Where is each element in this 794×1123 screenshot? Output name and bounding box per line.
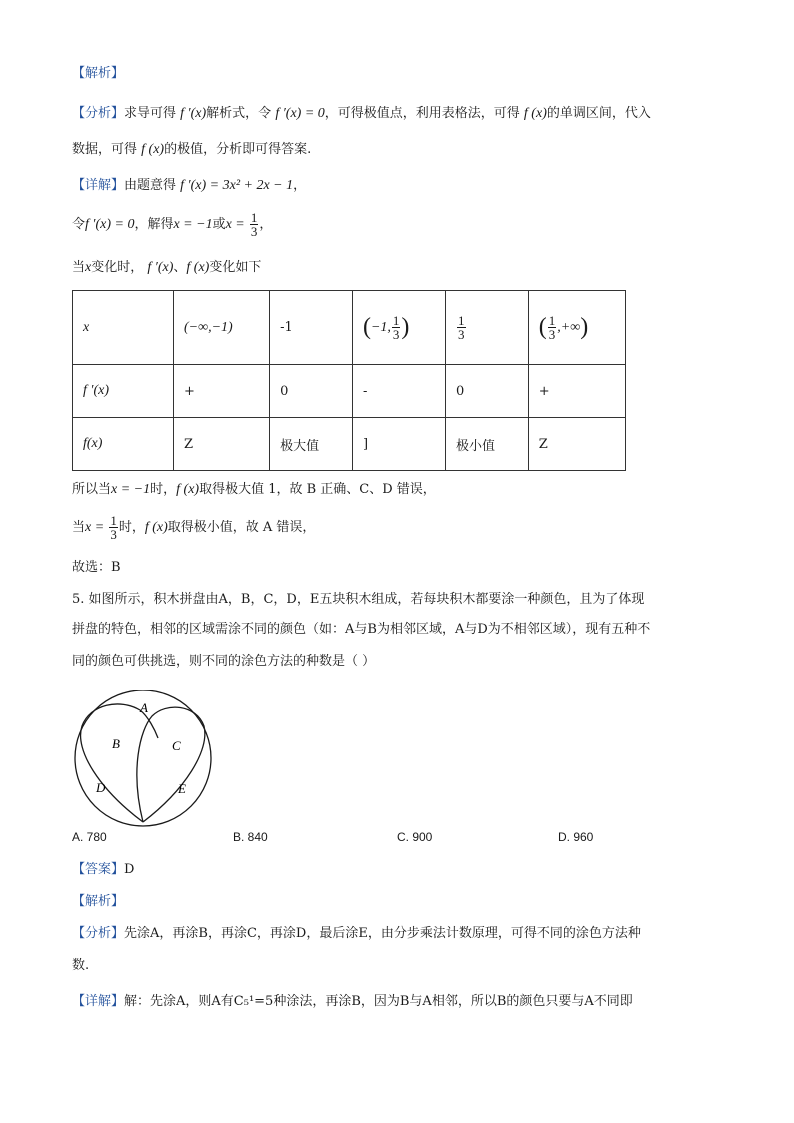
- numerator: 1: [392, 313, 400, 328]
- table-cell: [73, 291, 174, 365]
- text: 解析式，令: [206, 106, 272, 121]
- section-tag-jiexi-2: 【解析】: [72, 894, 125, 909]
- question-5-line1: 5. 如图所示，积木拼盘由A，B，C，D，E五块积木组成，若每块积木都要涂一种颜色，且为了体现: [72, 592, 645, 607]
- table-cell: [270, 418, 353, 471]
- conclusion-line-max: [72, 480, 436, 500]
- denominator: 3: [392, 327, 400, 342]
- sign-value: -: [362, 383, 368, 399]
- detail-roots-line: [72, 210, 272, 240]
- solution-analysis-line2: 数.: [72, 958, 90, 973]
- math-fprime: f ′(x): [147, 260, 174, 275]
- interval-right-value: ,+∞: [557, 320, 581, 335]
- table-cell: [174, 365, 270, 418]
- math-fx: f (x): [141, 142, 165, 157]
- trend-value: Z: [538, 436, 548, 452]
- math-root-2: x =: [225, 217, 245, 232]
- text: 解：先涂A，则A有C₅¹=5种涂法，再涂B，因为B与A相邻，所以B的颜色只要与A不同即: [124, 994, 633, 1009]
- solution-analysis-line1: [72, 924, 641, 944]
- denominator: 3: [110, 527, 117, 542]
- table-cell: [528, 291, 625, 365]
- text: 令: [72, 217, 86, 232]
- answer-line: [72, 860, 134, 880]
- paren-left: (: [538, 314, 547, 340]
- numerator: 1: [458, 313, 465, 328]
- sign-value: 0: [280, 383, 289, 399]
- fraction-one-third: [392, 314, 401, 341]
- text: ，: [259, 217, 273, 232]
- text: 取得极小值，故 A 错误，: [167, 520, 316, 535]
- math-fprime-eq-zero: f ′(x) = 0: [275, 106, 325, 121]
- table-cell: [174, 418, 270, 471]
- text: 求导可得: [124, 106, 177, 121]
- table-cell: [446, 291, 529, 365]
- text: ，: [293, 178, 307, 193]
- numerator: 1: [548, 313, 556, 328]
- sign-value: +: [538, 383, 550, 399]
- math-fprime: f ′(x): [83, 383, 109, 398]
- region-label-d: D: [96, 780, 106, 795]
- math-x: x: [85, 260, 92, 275]
- text: 或: [212, 217, 226, 232]
- region-label-e: E: [178, 781, 186, 796]
- section-tag-xiangjie: 【详解】: [72, 994, 125, 1009]
- math-root-1: x = −1: [173, 217, 213, 232]
- fraction-one-third: [548, 314, 557, 341]
- analysis-paragraph-line1: [72, 104, 651, 124]
- math-x-eq: x =: [85, 520, 105, 535]
- table-cell: [528, 365, 625, 418]
- math-derivative-expression: f ′(x) = 3x² + 2x − 1: [180, 178, 294, 193]
- sign-table: [72, 290, 626, 471]
- fraction-one-third: [250, 211, 259, 238]
- analysis-paragraph-line2: [72, 140, 311, 160]
- text: 数据，可得: [72, 142, 138, 157]
- question-5-line3: 同的颜色可供挑选，则不同的涂色方法的种数是（ ）: [72, 654, 376, 669]
- text: ，可得极值点，利用表格法，可得: [324, 106, 520, 121]
- region-label-c: C: [172, 738, 181, 753]
- math-x-neg1: x = −1: [111, 482, 151, 497]
- text: 由题意得: [124, 178, 177, 193]
- sign-value: 0: [456, 383, 465, 399]
- math-fx: f(x): [83, 436, 103, 451]
- paren-right: ): [401, 314, 410, 340]
- answer-value: D: [124, 862, 135, 877]
- sign-value: +: [184, 383, 195, 399]
- denominator: 3: [548, 327, 556, 342]
- table-cell: [73, 365, 174, 418]
- math-fx: f (x): [186, 260, 210, 275]
- trend-value: 极大值: [280, 438, 320, 454]
- text: 当: [72, 260, 86, 275]
- math-fprime-eq-zero: f ′(x) = 0: [85, 217, 135, 232]
- interval-neg-inf-to-neg1: (−∞,−1): [184, 319, 233, 335]
- table-cell: [446, 418, 529, 471]
- section-tag-jiexi: 【解析】: [72, 66, 125, 81]
- text: 变化时，: [91, 260, 144, 275]
- text: 时，: [118, 520, 145, 535]
- table-cell: [528, 418, 625, 471]
- fraction-one-third: [109, 514, 118, 541]
- table-cell: [352, 418, 445, 471]
- denominator: 3: [250, 224, 258, 239]
- numerator: 1: [250, 210, 258, 225]
- table-row-fprime: [73, 365, 626, 418]
- text: 时，: [150, 482, 177, 497]
- text: 的极值，分析即可得答案.: [164, 142, 312, 157]
- detail-derivative-line: [72, 176, 306, 196]
- math-x: x: [83, 319, 90, 335]
- text: 先涂A，再涂B，再涂C，再涂D，最后涂E，由分步乘法计数原理，可得不同的涂色方法种: [124, 926, 641, 941]
- table-row-x: [73, 291, 626, 365]
- region-label-b: B: [112, 736, 120, 751]
- fraction-one-third: [457, 314, 466, 341]
- option-d[interactable]: D. 960: [558, 830, 594, 844]
- table-cell: [446, 365, 529, 418]
- text: 变化如下: [209, 260, 262, 275]
- answer-options: [72, 830, 722, 850]
- table-cell: [270, 365, 353, 418]
- trend-value: 极小值: [456, 438, 496, 454]
- text: 、: [173, 260, 187, 275]
- trend-value: Z: [184, 436, 194, 452]
- section-tag-fenxi: 【分析】: [72, 926, 125, 941]
- table-row-fx: [73, 418, 626, 471]
- table-cell: [270, 291, 353, 365]
- table-cell: [73, 418, 174, 471]
- left-lobe-outline: [81, 704, 158, 822]
- option-c[interactable]: C. 900: [397, 830, 433, 844]
- denominator: 3: [458, 327, 465, 342]
- point-neg1: -1: [280, 320, 293, 335]
- text: 的单调区间，代入: [546, 106, 651, 121]
- section-tag-daan: 【答案】: [72, 862, 125, 877]
- table-cell: [174, 291, 270, 365]
- detail-table-intro: [72, 258, 261, 278]
- solution-detail-line: [72, 992, 633, 1012]
- paren-right: ): [580, 314, 589, 340]
- math-fx: f (x): [176, 482, 200, 497]
- text: 当: [72, 520, 86, 535]
- section-tag-xiangjie: 【详解】: [72, 178, 125, 193]
- block-puzzle-figure: [70, 690, 220, 830]
- section-tag-fenxi: 【分析】: [72, 106, 125, 121]
- table-cell: [352, 291, 445, 365]
- math-fprime: f ′(x): [180, 106, 207, 121]
- trend-value: ]: [362, 436, 369, 452]
- choice-line: 故选：B: [72, 560, 121, 575]
- paren-left: (: [362, 314, 371, 340]
- question-5-line2: 拼盘的特色，相邻的区域需涂不同的颜色（如：A与B为相邻区域，A与D为不相邻区域），现有五种不: [72, 622, 651, 637]
- interval-left-value: −1,: [370, 320, 391, 335]
- option-a[interactable]: A. 780: [72, 830, 107, 844]
- math-fx: f (x): [523, 106, 547, 121]
- region-label-a: A: [140, 700, 148, 715]
- numerator: 1: [110, 513, 117, 528]
- text: ，解得: [134, 217, 174, 232]
- right-lobe-outline: [137, 707, 205, 822]
- table-cell: [352, 365, 445, 418]
- option-b[interactable]: B. 840: [233, 830, 268, 844]
- math-fx: f (x): [144, 520, 168, 535]
- conclusion-line-min: [72, 512, 315, 544]
- text: 取得极大值 1，故 B 正确、C、D 错误，: [199, 482, 436, 497]
- text: 所以当: [72, 482, 112, 497]
